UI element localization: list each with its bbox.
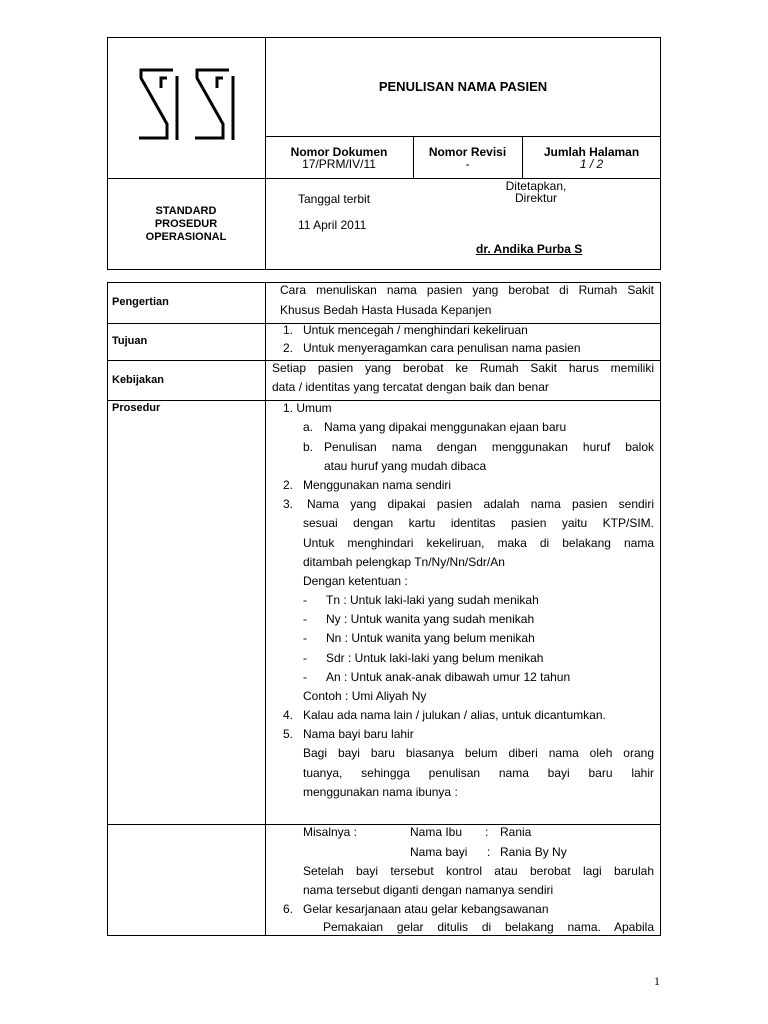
example-label: Misalnya :: [303, 825, 358, 839]
list-number: 3.: [283, 497, 294, 511]
issue-date-label: Tanggal terbit: [298, 192, 371, 206]
kebijakan-label: Kebijakan: [112, 374, 164, 386]
doc-number-label: Nomor Dokumen: [290, 145, 388, 159]
kebijakan-text: Setiap pasien yang berobat ke Rumah Sakit harus memiliki: [272, 361, 654, 375]
prosedur-item: 1. Umum: [283, 401, 332, 415]
prosedur-item: Sdr : Untuk laki-laki yang belum menikah: [326, 651, 544, 665]
example-key: Nama Ibu: [410, 825, 463, 839]
prosedur-item: ditambah pelengkap Tn/Ny/Nn/Sdr/An: [303, 555, 505, 569]
list-dash: -: [303, 631, 307, 645]
sop-label: STANDARD: [155, 205, 217, 217]
example-value: Rania By Ny: [500, 845, 567, 859]
list-dash: -: [303, 593, 307, 607]
prosedur-item: atau huruf yang mudah dibaca: [324, 459, 487, 473]
prosedur-item: Pemakaian gelar ditulis di belakang nama. Apabila: [323, 920, 654, 934]
pages-value: 1 / 2: [579, 157, 604, 171]
table-divider: [107, 400, 661, 401]
list-number: 6.: [283, 902, 294, 916]
prosedur-item: Contoh : Umi Aliyah Ny: [303, 689, 427, 703]
prosedur-item: Ny : Untuk wanita yang sudah menikah: [326, 612, 535, 626]
sop-label: OPERASIONAL: [145, 231, 227, 243]
revision-value: -: [465, 157, 470, 171]
prosedur-item: nama tersebut diganti dengan namanya sendiri: [303, 883, 554, 897]
list-dash: -: [303, 651, 307, 665]
list-number: 5.: [283, 727, 294, 741]
prosedur-item: Nama bayi baru lahir: [303, 727, 414, 741]
list-mark: b.: [303, 440, 314, 454]
prosedur-label: Prosedur: [112, 402, 161, 414]
table-divider: [265, 282, 266, 936]
prosedur-item: Dengan ketentuan :: [303, 574, 408, 588]
pengertian-text: Khusus Bedah Hasta Husada Kepanjen: [280, 303, 492, 317]
hospital-logo-icon: [135, 66, 251, 142]
prosedur-item: An : Untuk anak-anak dibawah umur 12 tahun: [326, 670, 571, 684]
kebijakan-text: data / identitas yang tercatat dengan baik dan benar: [272, 380, 549, 394]
example-value: Rania: [500, 825, 532, 839]
prosedur-item: Nama yang dipakai pasien adalah nama pasien sendiri: [307, 497, 654, 511]
prosedur-item: Tn : Untuk laki-laki yang sudah menikah: [326, 593, 539, 607]
prosedur-item: Untuk menghindari kekeliruan, maka di belakang nama: [303, 536, 654, 550]
list-number: 1.: [283, 323, 294, 337]
prosedur-item: Nn : Untuk wanita yang belum menikah: [326, 631, 535, 645]
example-key: Nama bayi: [410, 845, 468, 859]
pengertian-text: Cara menuliskan nama pasien yang berobat di Rumah Sakit: [280, 283, 654, 297]
prosedur-item: Bagi bayi baru biasanya belum diberi nama oleh orang: [303, 746, 654, 760]
pengertian-label: Pengertian: [112, 296, 169, 308]
list-number: 4.: [283, 708, 294, 722]
tujuan-item: Untuk menyeragamkan cara penulisan nama pasien: [303, 341, 581, 355]
tujuan-item: Untuk mencegah / menghindari kekeliruan: [303, 323, 528, 337]
prosedur-item: Setelah bayi tersebut kontrol atau berobat lagi barulah: [303, 864, 654, 878]
prosedur-item: menggunakan nama ibunya :: [303, 785, 458, 799]
prosedur-item: sesuai dengan kartu identitas pasien yaitu KTP/SIM.: [303, 516, 654, 530]
list-number: 2.: [283, 478, 294, 492]
sop-label: PROSEDUR: [154, 218, 218, 230]
list-dash: -: [303, 612, 307, 626]
prosedur-item: Gelar kesarjanaan atau gelar kebangsawanan: [303, 902, 549, 916]
revision-label: Nomor Revisi: [428, 145, 507, 159]
director-name: dr. Andika Purba S: [476, 242, 583, 256]
list-mark: a.: [303, 420, 314, 434]
example-colon: :: [487, 845, 491, 859]
prosedur-item: Kalau ada nama lain / julukan / alias, untuk dicantumkan.: [303, 708, 606, 722]
prosedur-item: Nama yang dipakai menggunakan ejaan baru: [324, 420, 567, 434]
approval-label: Ditetapkan,: [505, 179, 567, 193]
list-number: 2.: [283, 341, 294, 355]
doc-number-value: 17/PRM/IV/11: [302, 157, 376, 171]
pages-label: Jumlah Halaman: [543, 145, 640, 159]
example-colon: :: [485, 825, 489, 839]
issue-date: 11 April 2011: [298, 218, 367, 232]
approval-role: Direktur: [514, 191, 557, 205]
prosedur-item: Menggunakan nama sendiri: [303, 478, 452, 492]
header-divider: [265, 136, 661, 137]
prosedur-item: Penulisan nama dengan menggunakan huruf balok: [324, 440, 654, 454]
page-number: 1: [654, 974, 660, 988]
tujuan-label: Tujuan: [112, 335, 148, 347]
list-dash: -: [303, 670, 307, 684]
prosedur-item: tuanya, sehingga penulisan nama bayi baru lahir: [303, 766, 654, 780]
table-divider: [107, 824, 661, 825]
document-title: PENULISAN NAMA PASIEN: [378, 79, 548, 94]
